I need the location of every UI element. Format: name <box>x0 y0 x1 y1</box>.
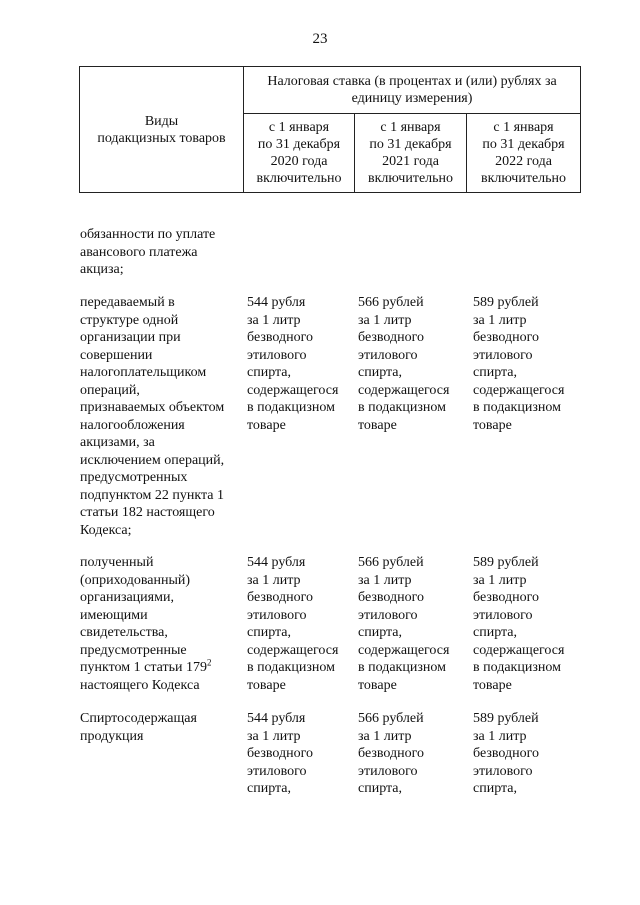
row-1-rate-2021: 566 рублей за 1 литр безводного этилового спирта, содержащегося в подакцизном товаре <box>358 295 450 433</box>
period-2021-label: с 1 января по 31 декабря 2021 года включительно <box>367 120 454 186</box>
header-period-2022 <box>467 114 581 193</box>
row-2-kind-superscript: 2 <box>206 657 212 668</box>
header-period-2021 <box>355 114 467 193</box>
row-0-kind: обязанности по уплате авансового платежа акциза; <box>80 227 216 277</box>
header-period-2020 <box>244 114 355 193</box>
row-2-kind-tail: настоящего Кодекса <box>80 677 200 693</box>
row-2-rate-2022: 589 рублей за 1 литр безводного этилового спирта, содержащегося в подакцизном товаре <box>473 555 565 693</box>
row-3-rate-2020: 544 рубля за 1 литр безводного этилового спирта, <box>247 711 313 796</box>
page-number: 23 <box>312 31 328 47</box>
header-kind-cell <box>80 67 244 193</box>
row-2-rate-2021: 566 рублей за 1 литр безводного этилового спирта, содержащегося в подакцизном товаре <box>358 555 450 693</box>
row-1-rate-2020: 544 рубля за 1 литр безводного этилового спирта, содержащегося в подакцизном товаре <box>247 295 339 433</box>
row-1-kind: передаваемый в структуре одной организации при совершении налогоплательщиком операций, признаваемых объектом налогообложения акцизами, за исключением операций, предусмотренных подпунктом 22 пункта 1 статьи 182 настоящего Кодекса; <box>80 295 225 538</box>
period-2020-label: с 1 января по 31 декабря 2020 года включительно <box>256 120 342 186</box>
header-rate-cell <box>244 67 581 114</box>
row-3-rate-2022: 589 рублей за 1 литр безводного этилового спирта, <box>473 711 539 796</box>
row-2-kind-lines: полученный (оприходованный) организациями, имеющими свидетельства, предусмотренные пунктом 1 статьи 179 <box>80 555 207 675</box>
period-2022-label: с 1 января по 31 декабря 2022 года включительно <box>480 120 567 186</box>
header-rate-label: Налоговая ставка (в процентах и (или) рублях за единицу измерения) <box>267 74 557 106</box>
row-2-rate-2020: 544 рубля за 1 литр безводного этилового спирта, содержащегося в подакцизном товаре <box>247 555 339 693</box>
row-3-rate-2021: 566 рублей за 1 литр безводного этилового спирта, <box>358 711 424 796</box>
row-3-kind: Спиртосодержащая продукция <box>80 711 197 744</box>
header-kind-label: Виды подакцизных товаров <box>97 113 226 146</box>
row-1-rate-2022: 589 рублей за 1 литр безводного этилового спирта, содержащегося в подакцизном товаре <box>473 295 565 433</box>
rates-header-table <box>79 66 581 193</box>
row-2-kind <box>80 554 250 694</box>
